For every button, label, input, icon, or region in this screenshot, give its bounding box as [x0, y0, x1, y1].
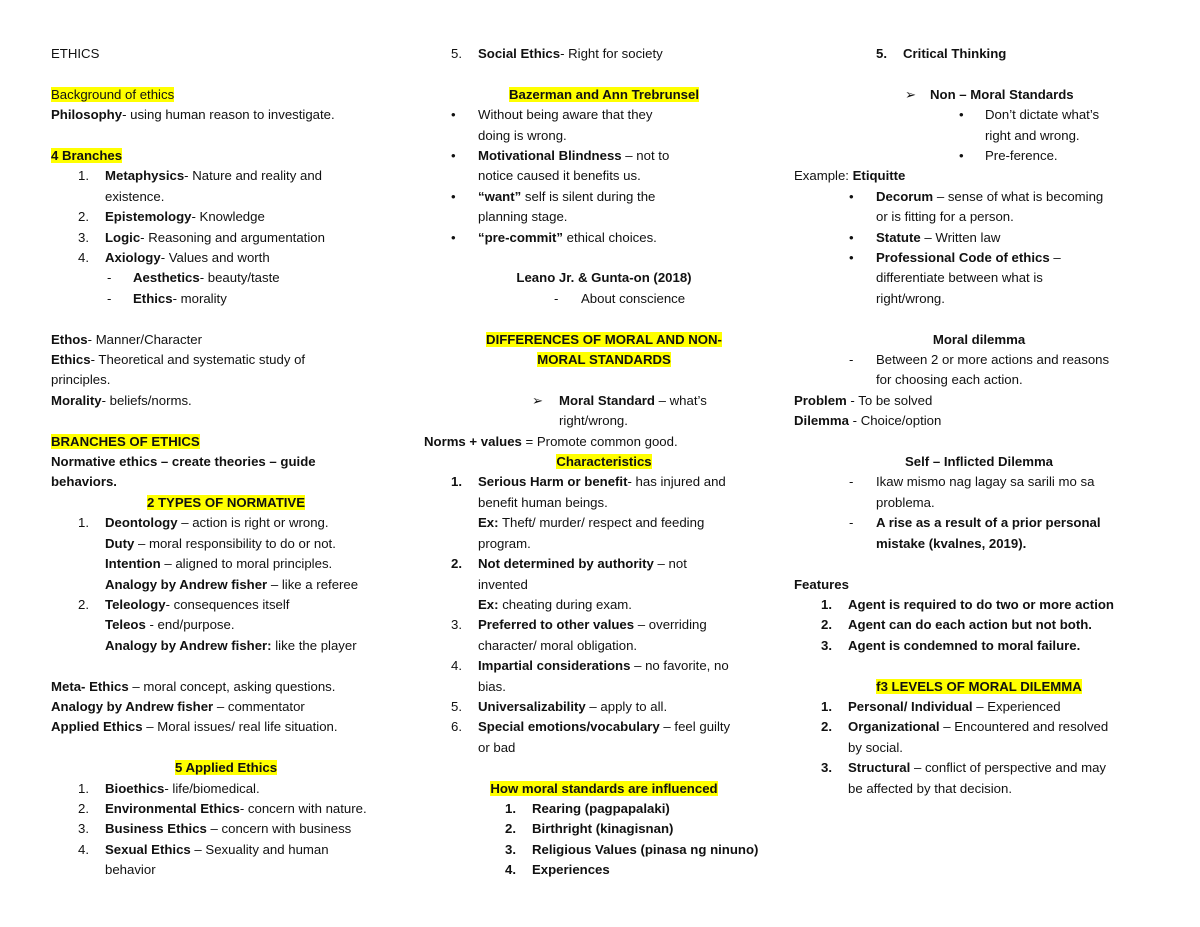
list-item-detail: Duty – moral responsibility to do or not. — [105, 535, 336, 551]
leano-heading: Leano Jr. & Gunta-on (2018) — [516, 270, 692, 286]
differences-heading: DIFFERENCES OF MORAL AND NON- — [486, 331, 722, 347]
list-item-detail: Analogy by Andrew fisher: like the player — [105, 637, 357, 653]
features-heading: Features — [794, 576, 849, 592]
list-item: 3. Business Ethics – concern with business — [78, 821, 352, 837]
bullet-item-continued: or is fitting for a person. — [876, 209, 1014, 225]
bullet-item: • Pre-ference. — [959, 148, 1058, 164]
bullet-item: • Motivational Blindness – not to — [451, 148, 670, 164]
list-item-detail: Teleos - end/purpose. — [105, 617, 235, 633]
dash-item: - A rise as a result of a prior personal — [849, 515, 1101, 531]
meta-ethics-line: Meta- Ethics – moral concept, asking questions. — [51, 678, 336, 694]
arrow-item: ➢ Moral Standard – what’s — [532, 392, 707, 408]
example-line: Example: Etiquitte — [794, 168, 906, 184]
example-line: Ex: cheating during exam. — [478, 596, 632, 612]
dash-item-continued: problema. — [876, 494, 935, 510]
list-item-continued: invented — [478, 576, 528, 592]
bullet-item-continued: differentiate between what is — [876, 270, 1043, 286]
bullet-item: • Don’t dictate what’s — [959, 107, 1100, 123]
list-item: 3. Preferred to other values – overriding — [451, 617, 707, 633]
bullet-item: • Professional Code of ethics – — [849, 250, 1061, 266]
list-item: 3. Religious Values (pinasa ng ninuno) — [505, 841, 759, 857]
list-item-continued: character/ moral obligation. — [478, 637, 638, 653]
bullet-item-continued: planning stage. — [478, 209, 568, 225]
bullet-item: • “pre-commit” ethical choices. — [451, 229, 657, 245]
normative-line: Normative ethics – create theories – guide — [51, 454, 316, 470]
branches-heading: 4 Branches — [51, 148, 123, 163]
dash-item-continued: for choosing each action. — [876, 372, 1023, 388]
example-line: Ex: Theft/ murder/ respect and feeding — [478, 515, 705, 531]
dash-item: - Ikaw mismo nag lagay sa sarili mo sa — [849, 474, 1095, 490]
list-item: 2. Teleology- consequences itself — [78, 596, 290, 612]
two-types-heading: 2 TYPES OF NORMATIVE — [146, 494, 306, 510]
list-item: 4. Sexual Ethics – Sexuality and human — [78, 841, 329, 857]
list-item: 5. Social Ethics- Right for society — [451, 46, 663, 61]
list-item-continued: or bad — [478, 739, 516, 755]
list-item-continued: benefit human beings. — [478, 494, 608, 510]
list-item: 5. Critical Thinking — [876, 46, 1007, 61]
list-item-continued: behavior — [105, 862, 156, 878]
list-item: 3. Logic- Reasoning and argumentation — [78, 229, 325, 245]
list-item: 3. Agent is condemned to moral failure. — [821, 637, 1081, 653]
list-item: 1. Deontology – action is right or wrong. — [78, 515, 329, 531]
list-item-continued: existence. — [105, 188, 165, 204]
column-2 — [424, 44, 784, 881]
self-inflicted-heading: Self – Inflicted Dilemma — [904, 454, 1054, 470]
applied-ethics-line: Applied Ethics – Moral issues/ real life situation. — [51, 719, 338, 735]
list-item: 3. Structural – conflict of perspective and may — [821, 760, 1107, 776]
ethics-definition-continued: principles. — [51, 372, 111, 388]
document-title: ETHICS — [51, 46, 100, 61]
sub-list-item: - Ethics- morality — [107, 290, 227, 306]
moral-dilemma-heading: Moral dilemma — [932, 331, 1026, 347]
ethics-definition-line: Ethics- Theoretical and systematic study of — [51, 352, 306, 368]
column-1 — [51, 44, 401, 881]
levels-heading: f3 LEVELS OF MORAL DILEMMA — [876, 678, 1082, 694]
bullet-item-continued: right/wrong. — [876, 290, 945, 306]
list-item: 1. Agent is required to do two or more action — [821, 596, 1114, 612]
list-item: 1. Rearing (pagpapalaki) — [505, 800, 670, 816]
list-item: 6. Special emotions/vocabulary – feel guilty — [451, 719, 731, 735]
list-item-continued: bias. — [478, 678, 506, 694]
bullet-item: • “want” self is silent during the — [451, 188, 656, 204]
sub-list-item: - Aesthetics- beauty/taste — [107, 270, 280, 286]
list-item-detail: Analogy by Andrew fisher – like a referee — [105, 576, 359, 592]
morality-line: Morality- beliefs/norms. — [51, 392, 192, 408]
arrow-item: ➢ Non – Moral Standards — [905, 86, 1074, 102]
list-item: 1. Personal/ Individual – Experienced — [821, 698, 1061, 714]
bullet-item: • Statute – Written law — [849, 229, 1001, 245]
bullet-item-continued: right and wrong. — [985, 127, 1080, 143]
normative-line-continued: behaviors. — [51, 474, 117, 490]
list-item: 1. Serious Harm or benefit- has injured and — [451, 474, 726, 490]
list-item: 2. Not determined by authority – not — [451, 556, 687, 572]
dash-item: - About conscience — [554, 290, 686, 306]
list-item: 2. Epistemology- Knowledge — [78, 209, 265, 225]
bullet-item-continued: notice caused it benefits us. — [478, 168, 641, 184]
list-item-continued: by social. — [848, 739, 903, 755]
norms-line: Norms + values = Promote common good. — [424, 433, 678, 449]
background-heading: Background of ethics — [51, 86, 175, 102]
list-item: 5. Universalizability – apply to all. — [451, 698, 668, 714]
characteristics-heading: Characteristics — [556, 454, 652, 470]
dash-item: - Between 2 or more actions and reasons — [849, 352, 1110, 368]
branches-of-ethics-heading: BRANCHES OF ETHICS — [51, 433, 200, 449]
bazerman-heading: Bazerman and Ann Trebrunsel — [508, 86, 700, 102]
problem-line: Problem - To be solved — [794, 392, 933, 408]
list-item: 4. Impartial considerations – no favorite, no — [451, 658, 729, 674]
philosophy-line: Philosophy- using human reason to investigate. — [51, 107, 335, 123]
ethos-line: Ethos- Manner/Character — [51, 331, 202, 347]
column-3 — [794, 44, 1164, 799]
example-line-continued: program. — [478, 535, 531, 551]
list-item: 2. Agent can do each action but not both. — [821, 617, 1092, 633]
list-item: 1. Bioethics- life/biomedical. — [78, 780, 260, 796]
list-item-continued: be affected by that decision. — [848, 780, 1012, 796]
differences-heading-continued: MORAL STANDARDS — [537, 352, 671, 368]
dilemma-line: Dilemma - Choice/option — [794, 413, 942, 429]
list-item: 1. Metaphysics- Nature and reality and — [78, 168, 322, 184]
influence-heading: How moral standards are influenced — [490, 780, 718, 796]
bullet-item: • Without being aware that they — [451, 107, 653, 123]
list-item: 4. Axiology- Values and worth — [78, 250, 270, 266]
list-item: 2. Organizational – Encountered and resolved — [821, 719, 1109, 735]
arrow-item-continued: right/wrong. — [559, 413, 628, 429]
list-item: 2. Environmental Ethics- concern with nature. — [78, 800, 367, 816]
five-applied-ethics-heading: 5 Applied Ethics — [174, 760, 278, 776]
dash-item-continued: mistake (kvalnes, 2019). — [876, 535, 1027, 551]
analogy-line: Analogy by Andrew fisher – commentator — [51, 698, 305, 714]
list-item-detail: Intention – aligned to moral principles. — [105, 556, 333, 572]
list-item: 4. Experiences — [505, 862, 610, 878]
bullet-item-continued: doing is wrong. — [478, 127, 567, 143]
list-item: 2. Birthright (kinagisnan) — [505, 821, 674, 837]
bullet-item: • Decorum – sense of what is becoming — [849, 188, 1104, 204]
